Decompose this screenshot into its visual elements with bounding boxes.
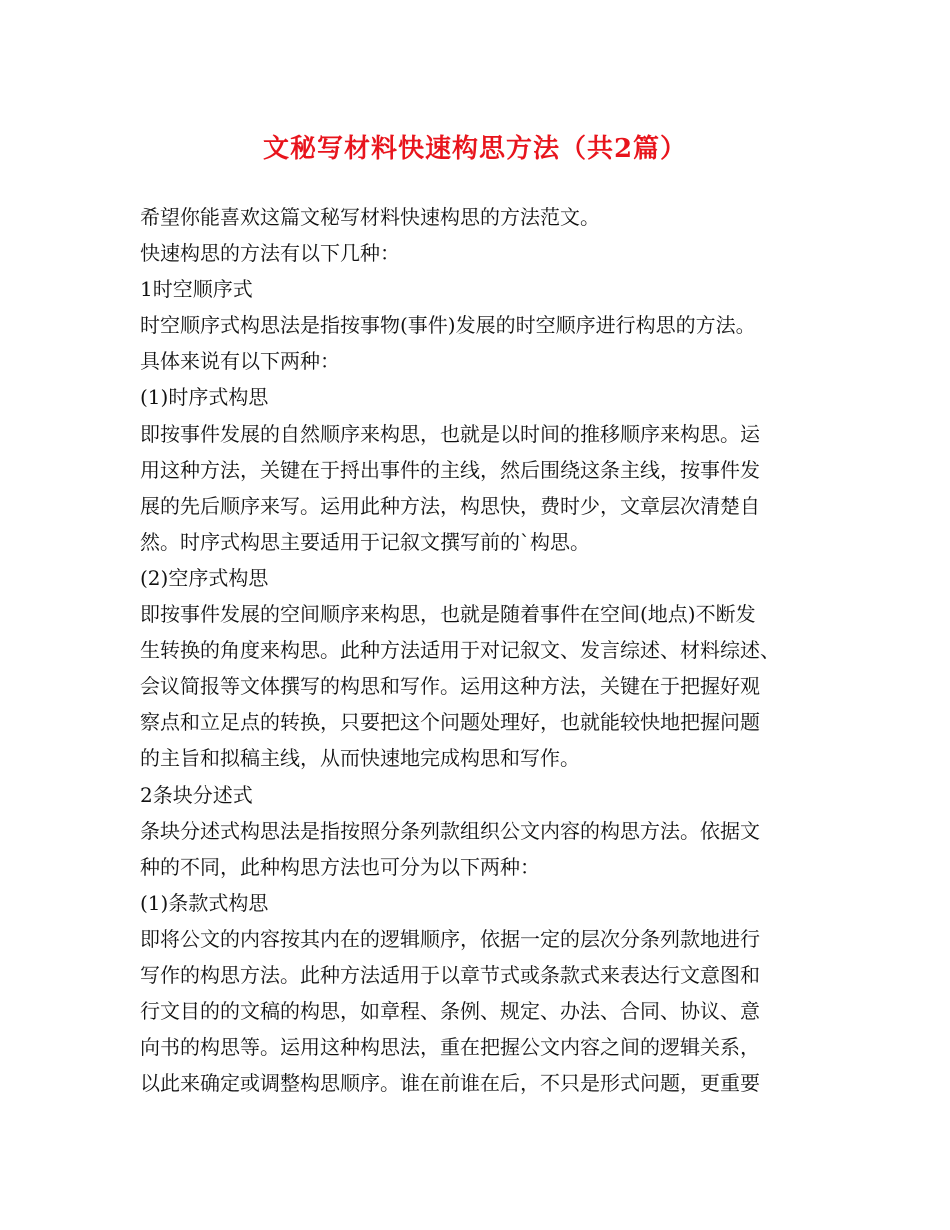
paragraph-line: 写作的构思方法。此种方法适用于以章节式或条款式来表达行文意图和 [140, 962, 760, 987]
document-title: 文秘写材料快速构思方法（共2篇） [262, 134, 688, 164]
paragraph-line: 会议简报等文体撰写的构思和写作。运用这种方法，关键在于把握好观 [140, 674, 760, 699]
section-heading: 2条块分述式 [140, 782, 253, 807]
paragraph-line: 即按事件发展的空间顺序来构思，也就是随着事件在空间(地点)不断发 [140, 602, 756, 627]
paragraph-line: 用这种方法，关键在于捋出事件的主线，然后围绕这条主线，按事件发 [140, 457, 760, 482]
paragraph-line: 即按事件发展的自然顺序来构思，也就是以时间的推移顺序来构思。运 [140, 421, 760, 446]
paragraph-line: 生转换的角度来构思。此种方法适用于对记叙文、发言综述、材料综述、 [140, 638, 780, 663]
paragraph-line: 的主旨和拟稿主线，从而快速地完成构思和写作。 [140, 746, 580, 771]
paragraph-line: 以此来确定或调整构思顺序。谁在前谁在后，不只是形式问题，更重要 [140, 1071, 760, 1096]
paragraph-line: 条块分述式构思法是指按照分条列款组织公文内容的构思方法。依据文 [140, 818, 760, 843]
paragraph-line: 然。时序式构思主要适用于记叙文撰写前的`构思。 [140, 529, 590, 554]
subsection-heading: (1)时序式构思 [140, 385, 269, 410]
paragraph-line: 时空顺序式构思法是指按事物(事件)发展的时空顺序进行构思的方法。 [140, 313, 756, 338]
paragraph-line: 快速构思的方法有以下几种： [140, 241, 400, 266]
section-heading: 1时空顺序式 [140, 277, 253, 302]
document-body [140, 199, 830, 1101]
paragraph-line: 希望你能喜欢这篇文秘写材料快速构思的方法范文。 [140, 205, 600, 229]
subsection-heading: (2)空序式构思 [140, 565, 269, 590]
paragraph-line: 具体来说有以下两种： [140, 349, 340, 374]
paragraph-line: 展的先后顺序来写。运用此种方法，构思快，费时少，文章层次清楚自 [140, 493, 760, 518]
paragraph-line: 行文目的的文稿的构思，如章程、条例、规定、办法、合同、协议、意 [140, 999, 760, 1024]
paragraph-line: 向书的构思等。运用这种构思法，重在把握公文内容之间的逻辑关系， [140, 1035, 760, 1060]
paragraph-line: 即将公文的内容按其内在的逻辑顺序，依据一定的层次分条列款地进行 [140, 926, 760, 951]
paragraph-line: 察点和立足点的转换，只要把这个问题处理好，也就能较快地把握问题 [140, 710, 760, 735]
paragraph-line: 种的不同，此种构思方法也可分为以下两种： [140, 854, 540, 879]
subsection-heading: (1)条款式构思 [140, 890, 269, 915]
